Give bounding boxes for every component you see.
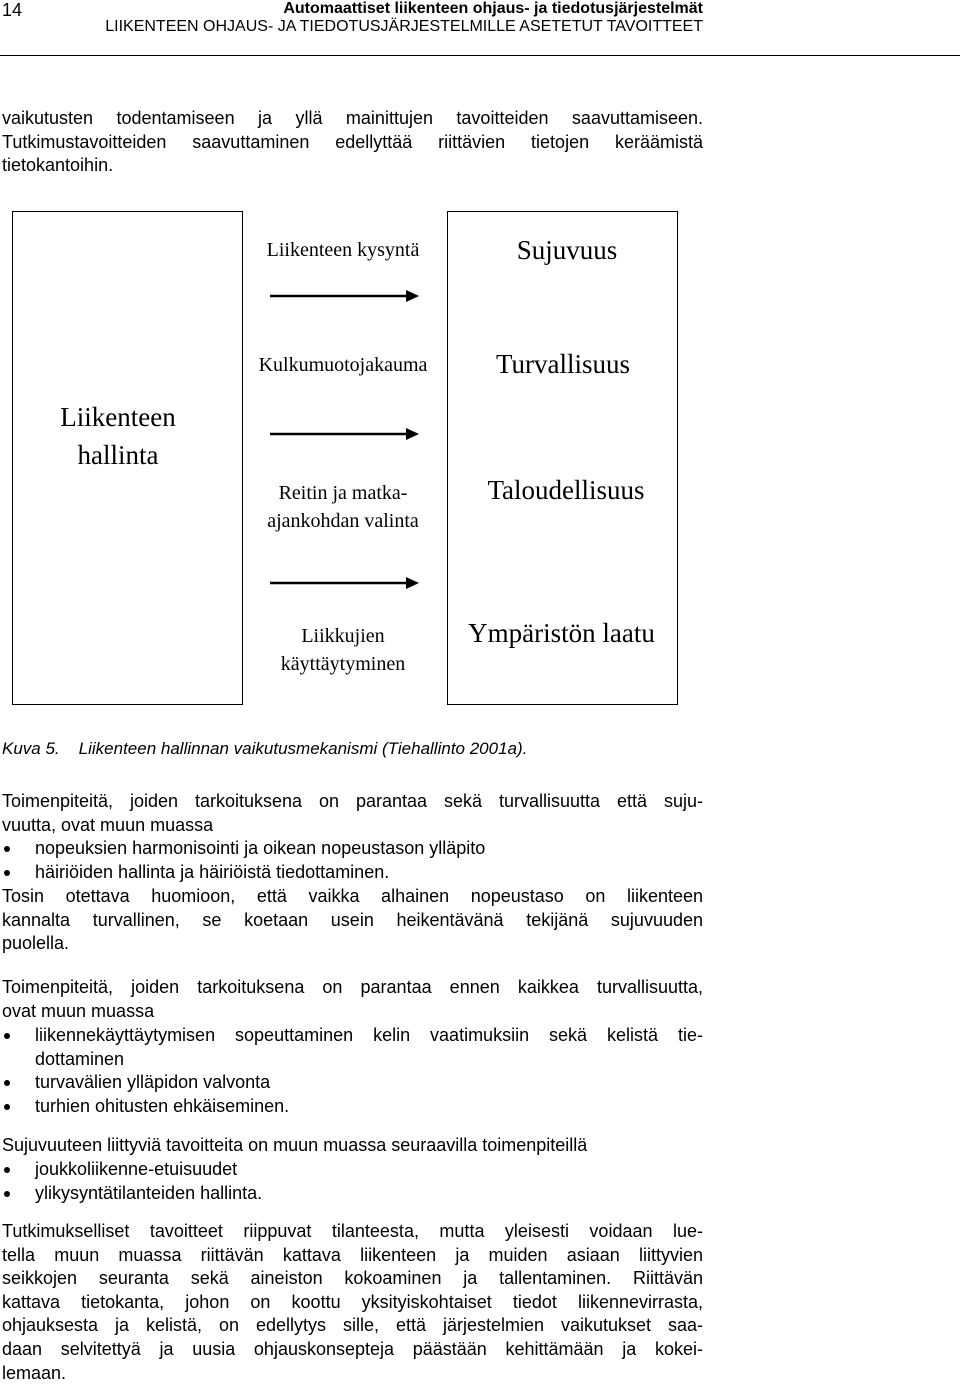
diagram-route-choice-line: ajankohdan valinta [267,510,419,532]
section4-line: tella muun muassa riittävän kattava liikenteen ja muiden asiaan liittyvien [2,1244,703,1265]
diagram-user-behaviour-line: Liikkujien [301,625,385,647]
section2-intro-line: Toimenpiteitä, joiden tarkoituksena on parantaa ennen kaikkea turvallisuutta, [2,977,703,997]
section4-paragraph [2,1220,703,1385]
section3-intro: Sujuvuuteen liittyviä tavoitteita on muun muassa seuraavilla toimenpiteillä [2,1135,588,1155]
section4-line: seikkojen seuranta sekä aineiston kokoaminen ja tallentaminen. Riittävän [2,1268,703,1289]
diagram-traffic-demand: Liikenteen kysyntä [266,239,420,261]
section1-intro-line: Toimenpiteitä, joiden tarkoituksena on parantaa sekä turvallisuutta että suju- [2,791,703,811]
list-item [2,1158,703,1182]
figure-caption-text: Liikenteen hallinnan vaikutusmekanismi (Tiehallinto 2001a). [78,739,528,758]
list-item-text: turhien ohitusten ehkäiseminen. [35,1095,290,1116]
running-title: Automaattiset liikenteen ohjaus- ja tiedotusjärjestelmät [283,0,703,17]
list-item [2,861,703,885]
list-item-text: nopeuksien harmonisointi ja oikean nopeustason ylläpito [35,838,486,858]
diagram-traffic-management-line: hallinta [77,440,159,470]
list-item [2,1182,703,1206]
section2-intro [2,976,703,1023]
intro-line: vaikutusten todentamiseen ja yllä mainittujen tavoitteiden saavuttamiseen. [2,108,703,128]
figure-caption [2,739,527,759]
bullet-icon [4,870,10,876]
diagram-fluency: Sujuvuus [516,235,618,265]
section1-note-line: kannalta turvallinen, se koetaan usein heikentävänä tekijänä sujuvuuden [2,909,703,930]
section1-note-line: Tosin otettava huomioon, että vaikka alhainen nopeustaso on liikenteen [2,886,703,906]
section4-line: daan selvitettyä ja uusia ohjauskonsepteja päästään kehittämään ja kokei- [2,1338,703,1359]
diagram-economy: Taloudellisuus [487,475,645,505]
diagram-arrow-2 [270,428,419,440]
section3-bullet-list [2,1158,703,1205]
diagram-arrow-3 [270,577,419,589]
list-item-text: turvavälien ylläpidon valvonta [35,1072,271,1093]
intro-line: tietokantoihin. [2,155,114,176]
running-subtitle: LIIKENTEEN OHJAUS- JA TIEDOTUSJÄRJESTELMILLE ASETETUT TAVOITTEET [105,18,703,35]
bullet-icon [4,1167,10,1173]
list-item [2,1024,703,1071]
section4-line: kattava tietokanta, johon on koottu yksityiskohtaiset tiedot liikennevirrasta, [2,1291,703,1312]
section1-intro [2,790,703,837]
diagram-safety: Turvallisuus [495,349,631,379]
bullet-icon [4,846,10,852]
list-item-text: ylikysyntätilanteiden hallinta. [35,1182,263,1203]
section1-intro-line: vuutta, ovat muun muassa [2,814,214,835]
bullet-icon [4,1104,10,1110]
list-item-text: joukkoliikenne-etuisuudet [35,1159,238,1179]
diagram-modal-split: Kulkumuotojakauma [258,354,428,376]
diagram-traffic-management-line: Liikenteen [60,402,176,432]
section1-bullet-list [2,837,703,884]
section1-note-line: puolella. [2,933,70,954]
bullet-icon [4,1080,10,1086]
diagram-arrow-1 [270,290,419,302]
section4-line: ohjauksesta ja kelistä, on edellytys sille, että järjestelmien vaikutukset saa- [2,1315,703,1336]
section1-note [2,885,703,956]
intro-line: Tutkimustavoitteiden saavuttaminen edellyttää riittävien tietojen keräämistä [2,131,703,152]
diagram-route-choice-line: Reitin ja matka- [278,482,408,504]
list-item [2,1095,703,1119]
list-item-text: liikennekäyttäytymisen sopeuttaminen kelin vaatimuksiin sekä kelistä tie- [35,1025,703,1045]
list-item [2,1071,703,1095]
diagram-user-behaviour-line: käyttäytyminen [280,653,406,675]
list-item [2,837,703,861]
list-item-text: häiriöiden hallinta ja häiriöistä tiedottaminen. [35,861,390,882]
figure-caption-label: Kuva 5. [2,739,60,758]
section2-bullet-list [2,1024,703,1118]
diagram-environment: Ympäristön laatu [468,618,655,648]
bullet-icon [4,1191,10,1197]
page-number: 14 [2,0,23,20]
section4-line: lemaan. [2,1362,67,1383]
section2-intro-line: ovat muun muassa [2,1000,155,1021]
section4-line: Tutkimukselliset tavoitteet riippuvat tilanteesta, mutta yleisesti voidaan lue- [2,1221,703,1241]
list-item-text: dottaminen [35,1048,125,1069]
bullet-icon [4,1033,10,1039]
